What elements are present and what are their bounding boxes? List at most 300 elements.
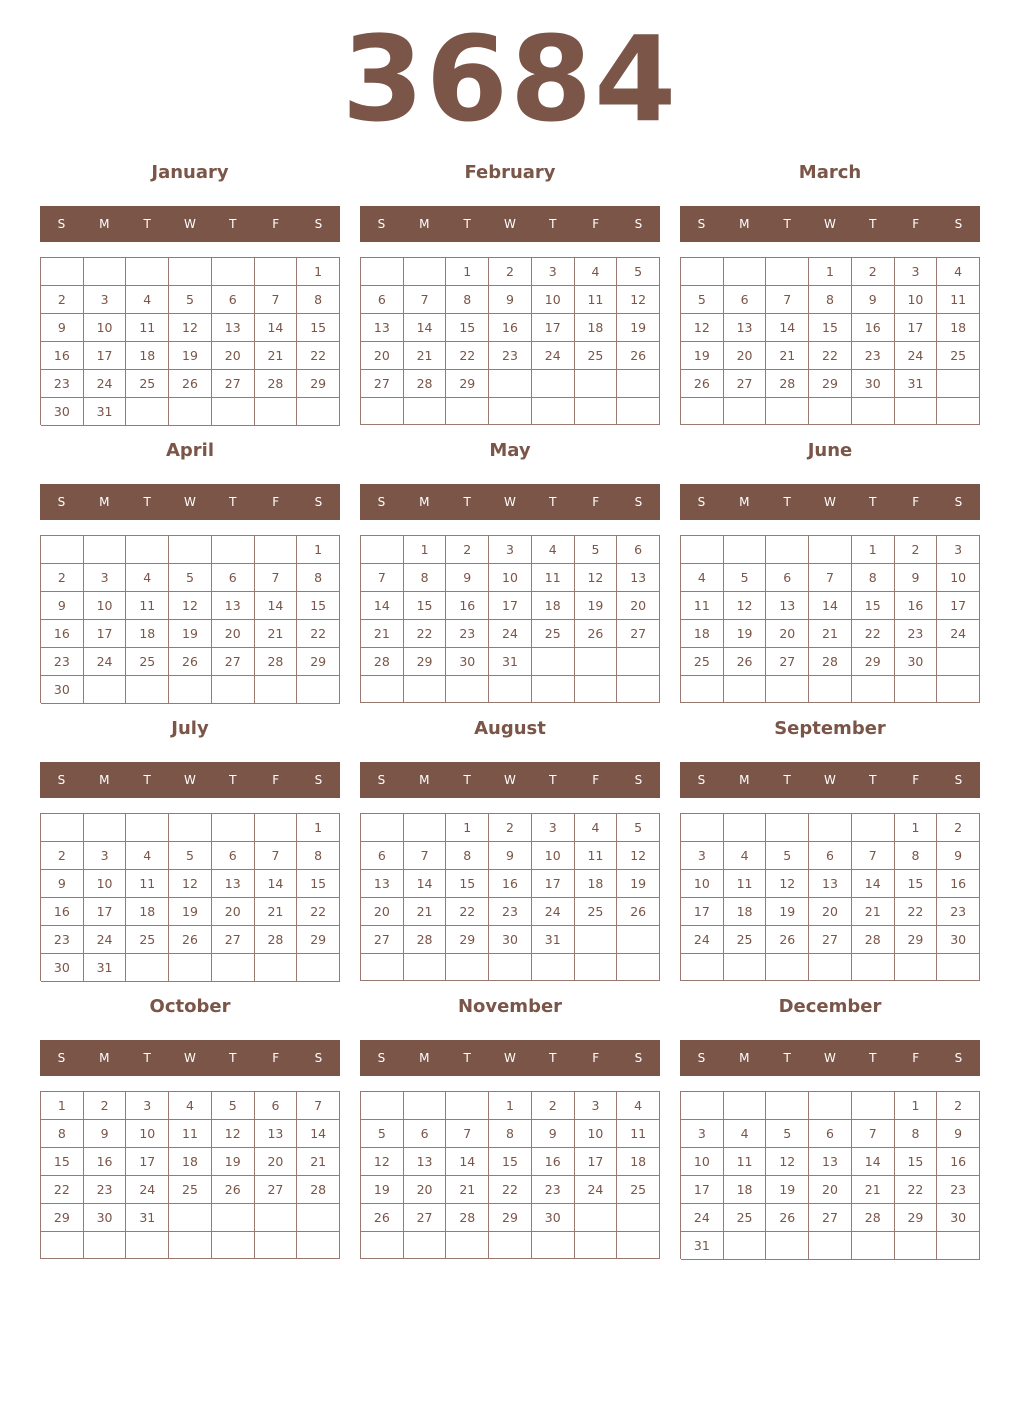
day-cell: 1 bbox=[297, 814, 340, 842]
month-name: January bbox=[151, 162, 229, 183]
day-cell: 11 bbox=[126, 870, 169, 898]
day-cell: 25 bbox=[575, 342, 618, 370]
weekday-label: F bbox=[592, 217, 600, 231]
weekday-label: F bbox=[592, 1051, 600, 1065]
day-cell: 21 bbox=[852, 1176, 895, 1204]
day-cell: 4 bbox=[724, 1120, 767, 1148]
weekday-label: T bbox=[549, 773, 557, 787]
day-cell: 27 bbox=[617, 620, 660, 648]
day-cell: 11 bbox=[575, 286, 618, 314]
day-cell bbox=[404, 398, 447, 425]
day-cell: 25 bbox=[169, 1176, 212, 1204]
day-cell: 18 bbox=[724, 1176, 767, 1204]
day-cell: 18 bbox=[126, 898, 169, 926]
day-cell bbox=[361, 814, 404, 842]
day-cell bbox=[255, 398, 298, 426]
day-cell: 6 bbox=[212, 842, 255, 870]
day-cell: 2 bbox=[937, 1092, 980, 1120]
day-cell bbox=[41, 258, 84, 286]
day-cell: 28 bbox=[255, 926, 298, 954]
day-cell: 24 bbox=[532, 342, 575, 370]
day-cell: 1 bbox=[297, 258, 340, 286]
day-cell: 31 bbox=[895, 370, 938, 398]
day-cell: 22 bbox=[446, 342, 489, 370]
day-cell bbox=[766, 536, 809, 564]
day-cell: 1 bbox=[446, 814, 489, 842]
day-cell: 16 bbox=[852, 314, 895, 342]
day-cell: 22 bbox=[446, 898, 489, 926]
weekday-label: T bbox=[549, 1051, 557, 1065]
day-cell: 8 bbox=[404, 564, 447, 592]
weekday-label: S bbox=[634, 495, 643, 509]
day-cell: 13 bbox=[361, 314, 404, 342]
day-cell bbox=[212, 814, 255, 842]
day-cell bbox=[809, 814, 852, 842]
weekday-label: F bbox=[912, 217, 920, 231]
weekday-header bbox=[680, 1040, 980, 1076]
day-cell bbox=[532, 954, 575, 981]
day-cell: 16 bbox=[41, 342, 84, 370]
day-cell: 4 bbox=[126, 842, 169, 870]
day-cell bbox=[169, 258, 212, 286]
month-name: February bbox=[464, 162, 556, 183]
weekday-label: W bbox=[184, 217, 196, 231]
day-cell: 1 bbox=[809, 258, 852, 286]
day-cell: 10 bbox=[84, 870, 127, 898]
weekday-label: W bbox=[184, 495, 196, 509]
day-cell: 17 bbox=[681, 898, 724, 926]
day-cell bbox=[575, 926, 618, 954]
day-cell bbox=[724, 1232, 767, 1260]
day-cell: 13 bbox=[212, 870, 255, 898]
weekday-header bbox=[360, 484, 660, 520]
day-cell: 27 bbox=[361, 370, 404, 398]
day-cell bbox=[126, 814, 169, 842]
day-cell: 22 bbox=[895, 898, 938, 926]
day-cell: 14 bbox=[255, 314, 298, 342]
day-cell: 14 bbox=[255, 870, 298, 898]
weekday-label: T bbox=[869, 773, 877, 787]
day-cell bbox=[255, 258, 298, 286]
day-cell: 6 bbox=[809, 1120, 852, 1148]
day-cell: 13 bbox=[724, 314, 767, 342]
day-cell bbox=[361, 536, 404, 564]
day-cell: 6 bbox=[724, 286, 767, 314]
day-cell: 21 bbox=[404, 342, 447, 370]
weekday-label: T bbox=[143, 217, 151, 231]
day-cell: 12 bbox=[169, 592, 212, 620]
day-cell bbox=[169, 814, 212, 842]
day-cell: 30 bbox=[41, 676, 84, 704]
day-cell bbox=[766, 398, 809, 425]
day-cell: 11 bbox=[937, 286, 980, 314]
day-cell: 23 bbox=[532, 1176, 575, 1204]
day-cell: 6 bbox=[255, 1092, 298, 1120]
day-cell: 14 bbox=[404, 870, 447, 898]
day-cell: 9 bbox=[41, 314, 84, 342]
day-cell: 29 bbox=[297, 926, 340, 954]
day-grid bbox=[360, 813, 660, 981]
day-cell: 9 bbox=[84, 1120, 127, 1148]
day-cell: 21 bbox=[852, 898, 895, 926]
weekday-label: S bbox=[954, 217, 963, 231]
day-cell: 28 bbox=[404, 926, 447, 954]
day-cell: 6 bbox=[809, 842, 852, 870]
day-cell bbox=[446, 954, 489, 981]
weekday-label: S bbox=[314, 217, 323, 231]
day-cell: 19 bbox=[724, 620, 767, 648]
day-cell bbox=[84, 814, 127, 842]
day-cell: 31 bbox=[126, 1204, 169, 1232]
day-cell: 17 bbox=[84, 342, 127, 370]
day-cell: 27 bbox=[212, 648, 255, 676]
day-cell: 8 bbox=[41, 1120, 84, 1148]
day-cell bbox=[852, 1092, 895, 1120]
day-cell: 26 bbox=[766, 926, 809, 954]
day-cell: 28 bbox=[297, 1176, 340, 1204]
day-cell: 26 bbox=[617, 342, 660, 370]
day-cell: 29 bbox=[297, 648, 340, 676]
day-cell bbox=[681, 954, 724, 981]
day-cell: 21 bbox=[446, 1176, 489, 1204]
day-cell: 22 bbox=[297, 898, 340, 926]
day-cell: 26 bbox=[212, 1176, 255, 1204]
day-cell: 12 bbox=[724, 592, 767, 620]
day-cell: 16 bbox=[532, 1148, 575, 1176]
day-cell bbox=[361, 1092, 404, 1120]
day-cell: 24 bbox=[489, 620, 532, 648]
day-cell bbox=[404, 1092, 447, 1120]
day-grid bbox=[680, 535, 980, 703]
day-grid bbox=[680, 257, 980, 425]
day-cell: 16 bbox=[41, 620, 84, 648]
day-cell: 3 bbox=[84, 564, 127, 592]
day-grid bbox=[360, 1091, 660, 1259]
weekday-header bbox=[360, 206, 660, 242]
day-cell bbox=[84, 1232, 127, 1259]
day-cell: 20 bbox=[212, 342, 255, 370]
day-cell: 6 bbox=[766, 564, 809, 592]
day-cell bbox=[575, 1232, 618, 1259]
day-cell: 8 bbox=[895, 842, 938, 870]
day-cell bbox=[489, 398, 532, 425]
day-cell bbox=[41, 536, 84, 564]
day-cell bbox=[852, 1232, 895, 1260]
weekday-label: S bbox=[697, 773, 706, 787]
day-cell: 13 bbox=[809, 870, 852, 898]
day-cell: 23 bbox=[937, 1176, 980, 1204]
day-cell bbox=[724, 398, 767, 425]
day-cell bbox=[41, 814, 84, 842]
weekday-label: M bbox=[99, 773, 110, 787]
day-cell: 5 bbox=[724, 564, 767, 592]
day-cell: 2 bbox=[84, 1092, 127, 1120]
day-cell bbox=[724, 676, 767, 703]
weekday-label: S bbox=[697, 495, 706, 509]
day-cell bbox=[617, 926, 660, 954]
day-cell: 5 bbox=[169, 842, 212, 870]
day-cell: 11 bbox=[724, 1148, 767, 1176]
day-cell: 21 bbox=[361, 620, 404, 648]
day-cell: 18 bbox=[724, 898, 767, 926]
day-cell: 26 bbox=[169, 370, 212, 398]
day-cell bbox=[852, 814, 895, 842]
day-cell: 28 bbox=[766, 370, 809, 398]
day-cell bbox=[126, 1232, 169, 1259]
day-cell bbox=[361, 258, 404, 286]
weekday-label: W bbox=[504, 495, 516, 509]
weekday-label: W bbox=[824, 1051, 836, 1065]
day-cell: 5 bbox=[212, 1092, 255, 1120]
day-cell: 8 bbox=[297, 564, 340, 592]
day-cell: 15 bbox=[446, 314, 489, 342]
day-cell: 11 bbox=[681, 592, 724, 620]
day-cell: 10 bbox=[84, 592, 127, 620]
day-cell: 26 bbox=[724, 648, 767, 676]
day-cell: 14 bbox=[852, 870, 895, 898]
weekday-label: T bbox=[783, 773, 791, 787]
day-cell: 1 bbox=[41, 1092, 84, 1120]
day-cell: 28 bbox=[255, 370, 298, 398]
day-cell: 5 bbox=[361, 1120, 404, 1148]
day-cell bbox=[766, 258, 809, 286]
weekday-label: T bbox=[463, 495, 471, 509]
day-cell: 20 bbox=[212, 898, 255, 926]
day-cell: 2 bbox=[446, 536, 489, 564]
day-cell bbox=[532, 398, 575, 425]
weekday-label: S bbox=[634, 217, 643, 231]
day-cell: 26 bbox=[617, 898, 660, 926]
weekday-label: W bbox=[504, 217, 516, 231]
day-cell bbox=[852, 676, 895, 703]
day-cell: 2 bbox=[532, 1092, 575, 1120]
day-cell: 10 bbox=[895, 286, 938, 314]
day-cell: 30 bbox=[852, 370, 895, 398]
day-cell bbox=[617, 648, 660, 676]
day-cell: 5 bbox=[169, 564, 212, 592]
day-grid bbox=[40, 1091, 340, 1259]
day-cell: 5 bbox=[575, 536, 618, 564]
day-cell bbox=[212, 536, 255, 564]
day-cell: 8 bbox=[446, 286, 489, 314]
weekday-label: T bbox=[549, 217, 557, 231]
day-cell: 22 bbox=[895, 1176, 938, 1204]
day-cell: 26 bbox=[575, 620, 618, 648]
day-cell: 23 bbox=[489, 342, 532, 370]
day-cell: 31 bbox=[84, 398, 127, 426]
day-cell bbox=[255, 814, 298, 842]
day-cell: 17 bbox=[84, 620, 127, 648]
day-cell: 15 bbox=[404, 592, 447, 620]
weekday-label: S bbox=[57, 1051, 66, 1065]
day-cell: 12 bbox=[681, 314, 724, 342]
day-cell bbox=[617, 398, 660, 425]
day-cell: 17 bbox=[937, 592, 980, 620]
day-cell: 5 bbox=[169, 286, 212, 314]
day-cell: 16 bbox=[937, 870, 980, 898]
day-cell bbox=[766, 1092, 809, 1120]
day-cell: 25 bbox=[724, 1204, 767, 1232]
day-cell: 31 bbox=[681, 1232, 724, 1260]
day-cell: 3 bbox=[681, 1120, 724, 1148]
day-cell: 15 bbox=[297, 314, 340, 342]
day-cell: 3 bbox=[575, 1092, 618, 1120]
day-cell bbox=[212, 676, 255, 704]
day-cell: 14 bbox=[297, 1120, 340, 1148]
day-cell: 8 bbox=[809, 286, 852, 314]
weekday-label: W bbox=[184, 1051, 196, 1065]
day-cell bbox=[852, 954, 895, 981]
day-cell: 26 bbox=[361, 1204, 404, 1232]
day-cell: 19 bbox=[766, 898, 809, 926]
weekday-header bbox=[40, 484, 340, 520]
day-cell: 14 bbox=[361, 592, 404, 620]
day-cell: 3 bbox=[489, 536, 532, 564]
day-cell bbox=[681, 536, 724, 564]
day-cell: 4 bbox=[937, 258, 980, 286]
day-cell bbox=[724, 1092, 767, 1120]
weekday-label: M bbox=[419, 217, 430, 231]
day-cell: 29 bbox=[404, 648, 447, 676]
day-cell: 22 bbox=[41, 1176, 84, 1204]
day-grid bbox=[360, 257, 660, 425]
day-cell: 19 bbox=[169, 898, 212, 926]
day-cell: 1 bbox=[404, 536, 447, 564]
day-cell: 9 bbox=[489, 842, 532, 870]
day-cell bbox=[446, 1232, 489, 1259]
weekday-label: T bbox=[869, 1051, 877, 1065]
day-cell: 16 bbox=[895, 592, 938, 620]
day-cell: 28 bbox=[852, 1204, 895, 1232]
day-cell: 14 bbox=[809, 592, 852, 620]
day-cell: 24 bbox=[532, 898, 575, 926]
month-name: April bbox=[165, 440, 215, 461]
day-cell: 17 bbox=[895, 314, 938, 342]
day-cell: 26 bbox=[766, 1204, 809, 1232]
day-cell: 3 bbox=[84, 286, 127, 314]
day-cell: 10 bbox=[937, 564, 980, 592]
weekday-label: T bbox=[783, 1051, 791, 1065]
day-cell bbox=[255, 676, 298, 704]
weekday-label: T bbox=[869, 217, 877, 231]
day-cell: 12 bbox=[617, 286, 660, 314]
day-cell: 8 bbox=[852, 564, 895, 592]
day-cell bbox=[361, 1232, 404, 1259]
day-cell: 15 bbox=[895, 870, 938, 898]
day-cell: 4 bbox=[532, 536, 575, 564]
day-cell: 9 bbox=[446, 564, 489, 592]
day-cell bbox=[809, 1092, 852, 1120]
day-cell bbox=[724, 954, 767, 981]
day-cell bbox=[126, 398, 169, 426]
day-cell: 23 bbox=[852, 342, 895, 370]
weekday-label: S bbox=[377, 1051, 386, 1065]
day-cell: 20 bbox=[361, 898, 404, 926]
month-name: May bbox=[489, 440, 531, 461]
day-cell: 26 bbox=[681, 370, 724, 398]
day-cell: 14 bbox=[404, 314, 447, 342]
day-cell: 15 bbox=[297, 870, 340, 898]
day-cell: 21 bbox=[404, 898, 447, 926]
weekday-header bbox=[680, 206, 980, 242]
day-cell: 24 bbox=[895, 342, 938, 370]
day-cell: 10 bbox=[489, 564, 532, 592]
day-cell bbox=[212, 1232, 255, 1259]
day-cell: 5 bbox=[766, 842, 809, 870]
day-cell: 31 bbox=[84, 954, 127, 982]
day-cell: 23 bbox=[41, 370, 84, 398]
day-cell bbox=[126, 676, 169, 704]
day-cell: 29 bbox=[895, 1204, 938, 1232]
day-cell: 9 bbox=[489, 286, 532, 314]
weekday-header bbox=[680, 762, 980, 798]
day-cell: 8 bbox=[297, 842, 340, 870]
day-cell: 13 bbox=[617, 564, 660, 592]
day-cell: 18 bbox=[575, 314, 618, 342]
weekday-label: T bbox=[143, 495, 151, 509]
day-cell bbox=[404, 814, 447, 842]
day-cell: 30 bbox=[446, 648, 489, 676]
day-cell: 2 bbox=[41, 286, 84, 314]
day-cell: 20 bbox=[809, 1176, 852, 1204]
day-cell: 11 bbox=[126, 592, 169, 620]
day-cell: 5 bbox=[617, 258, 660, 286]
day-cell: 27 bbox=[724, 370, 767, 398]
day-cell: 16 bbox=[937, 1148, 980, 1176]
day-cell bbox=[532, 1232, 575, 1259]
day-cell: 24 bbox=[575, 1176, 618, 1204]
day-cell: 9 bbox=[852, 286, 895, 314]
day-cell: 13 bbox=[361, 870, 404, 898]
day-cell: 10 bbox=[681, 870, 724, 898]
day-cell: 4 bbox=[575, 258, 618, 286]
weekday-label: F bbox=[592, 773, 600, 787]
weekday-label: T bbox=[229, 495, 237, 509]
day-cell: 17 bbox=[84, 898, 127, 926]
day-cell: 7 bbox=[446, 1120, 489, 1148]
day-cell: 19 bbox=[169, 620, 212, 648]
day-cell: 18 bbox=[126, 620, 169, 648]
month-name: August bbox=[474, 718, 546, 739]
day-cell: 18 bbox=[126, 342, 169, 370]
day-cell: 30 bbox=[937, 926, 980, 954]
day-cell: 29 bbox=[297, 370, 340, 398]
day-cell: 5 bbox=[617, 814, 660, 842]
day-cell: 15 bbox=[489, 1148, 532, 1176]
day-cell: 7 bbox=[255, 286, 298, 314]
day-cell: 15 bbox=[852, 592, 895, 620]
day-cell: 27 bbox=[361, 926, 404, 954]
weekday-label: W bbox=[504, 1051, 516, 1065]
weekday-header bbox=[40, 206, 340, 242]
day-cell: 17 bbox=[681, 1176, 724, 1204]
day-cell: 1 bbox=[895, 1092, 938, 1120]
weekday-label: S bbox=[314, 773, 323, 787]
day-cell: 18 bbox=[937, 314, 980, 342]
day-cell bbox=[212, 954, 255, 982]
day-cell: 5 bbox=[681, 286, 724, 314]
weekday-label: M bbox=[419, 773, 430, 787]
day-cell: 28 bbox=[852, 926, 895, 954]
weekday-label: T bbox=[143, 773, 151, 787]
day-cell bbox=[766, 814, 809, 842]
weekday-label: S bbox=[634, 773, 643, 787]
day-cell: 9 bbox=[41, 870, 84, 898]
weekday-label: M bbox=[419, 495, 430, 509]
weekday-label: M bbox=[99, 217, 110, 231]
day-cell bbox=[255, 954, 298, 982]
day-cell: 24 bbox=[126, 1176, 169, 1204]
